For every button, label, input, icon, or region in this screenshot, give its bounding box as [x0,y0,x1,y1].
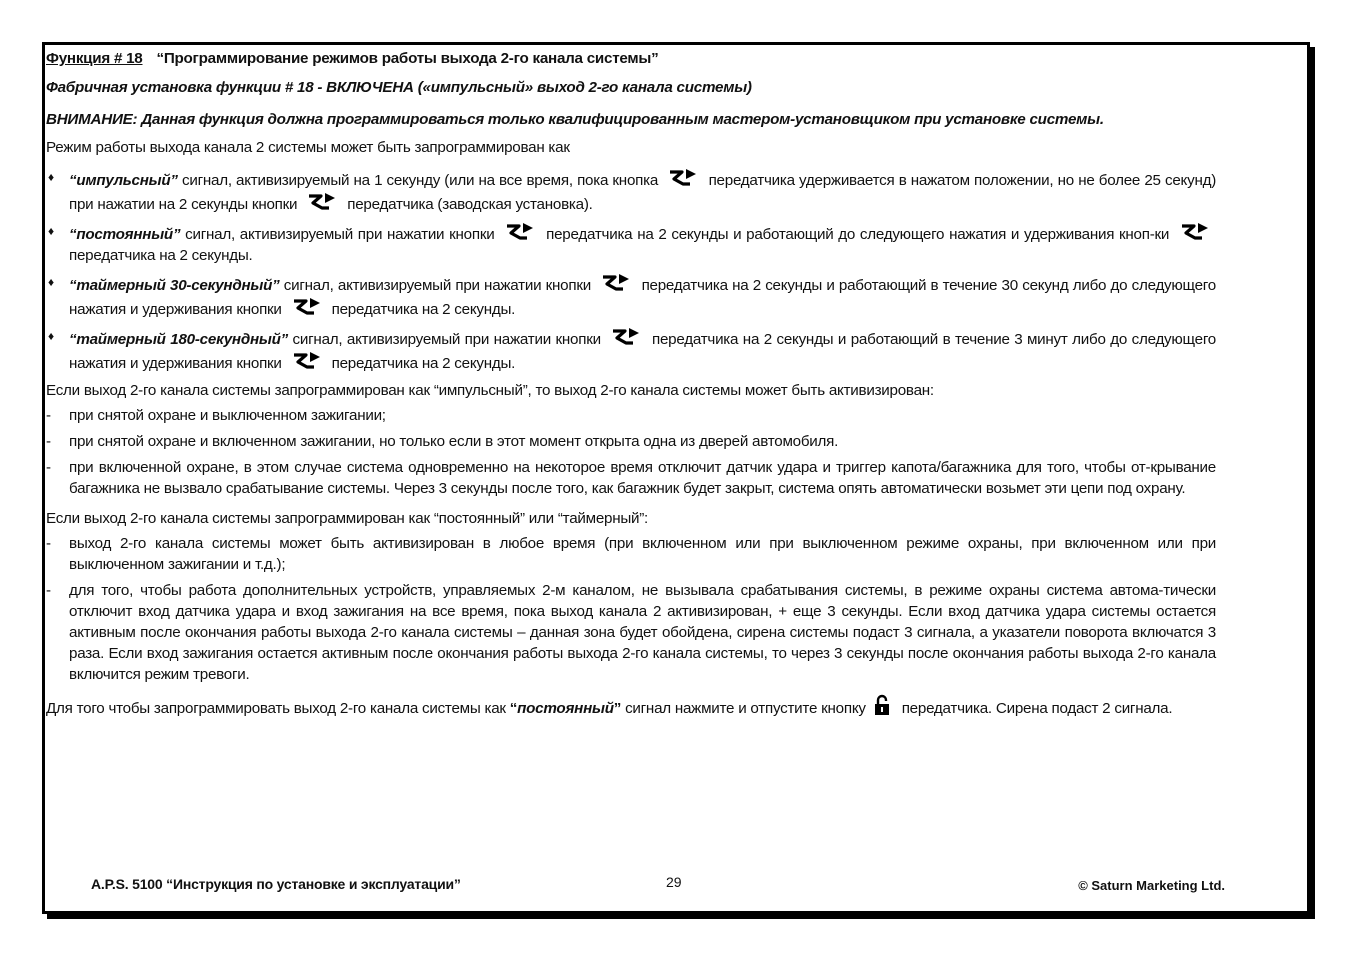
programming-instruction [46,694,1216,719]
quote-mark: “ [509,700,518,717]
mode-text: сигнал, активизируемый при нажатии кнопки [180,226,495,243]
bullet-icon: ♦ [48,170,54,184]
list-item [46,457,1216,499]
dash-mark: - [46,459,51,476]
footer-copyright: © Saturn Marketing Ltd. [1078,878,1225,893]
mode-text: передатчика на 2 секунды и работающий в течение 3 минут либо до следующего нажатия и удерживания кнопки [69,331,1216,372]
mode-item-timer-30 [46,272,1216,320]
mode-text: передатчика удерживается в нажатом положении, но не более 25 секунд) при нажатии на 2 секунды кнопки [69,172,1216,213]
warning-note: ВНИМАНИЕ: Данная функция должна программироваться только квалифицированным мастером-установщиком при установке системы. [46,111,1104,128]
mode-text: передатчика на 2 секунды. [331,355,516,372]
list-item [46,533,1216,575]
instruction-text: передатчика. Сирена подаст 2 сигнала. [901,700,1173,717]
mode-list [46,167,1216,374]
mode-item-constant [46,221,1216,266]
function-number: Функция # 18 [46,50,143,67]
dash-mark: - [46,407,51,424]
instruction-mode-name: постоянный [517,700,614,717]
mode-text: сигнал, активизируемый при нажатии кнопки [279,277,591,294]
bullet-icon: ♦ [48,275,54,289]
list-item [46,431,1216,452]
remote-channel-2-icon [292,350,322,372]
bullet-icon: ♦ [48,224,54,238]
page-number: 29 [666,874,682,890]
mode-text: передатчика (заводская установка). [347,196,593,213]
list-item-text: для того, чтобы работа дополнительных устройств, управляемых 2-м каналом, не вызывала срабатывания системы, в режиме охраны система автома-тически отключит вход датчика удара и вход зажигания на все время, пока выход канала 2 активизирован, + еще 3 секунды. Если вход датчика удара системы остается активным после окончания работы выхода 2-го канала системы – данная зона будет обойдена, сирена системы подаст 3 сигнала, а указатели поворота включатся 3 раза. Если вход зажигания остается активным после окончания работы выхода 2-го канала системы, то через 3 секунды после окончания работы выхода 2-го канала включится режим тревоги. [69,582,1216,683]
mode-text: сигнал, активизируемый при нажатии кнопки [287,331,601,348]
list-item-text: при снятой охране и выключенном зажигании; [69,407,386,424]
instruction-text: сигнал нажмите и отпустите кнопку [621,700,866,717]
remote-channel-2-icon [505,221,535,243]
remote-channel-2-icon [307,191,337,213]
remote-channel-2-icon [668,167,698,189]
dash-mark: - [46,433,51,450]
mode-name: “постоянный” [69,226,181,243]
mode-text: передатчика на 2 секунды и работающий в течение 30 секунд либо до следующего нажатия и удерживания кнопки [69,277,1216,318]
intro-text: Режим работы выхода канала 2 системы может быть запрограммирован как [46,139,570,156]
constant-conditions-list [46,533,1216,685]
impulse-lead: Если выход 2-го канала системы запрограммирован как “импульсный”, то выход 2-го канала системы может быть активизирован: [46,382,934,399]
remote-channel-2-icon [611,326,641,348]
footer-document-title: A.P.S. 5100 “Инструкция по установке и эксплуатации” [91,876,461,892]
mode-text: сигнал, активизируемый на 1 секунду (или на все время, пока кнопка [177,172,659,189]
unlock-icon [874,694,890,716]
list-item-text: при включенной охране, в этом случае система одновременно на некоторое время отключит датчик удара и триггер капота/багажника для того, чтобы от-крывание багажника не вызвало срабатывание системы. Через 3 секунды после того, как багажник будет закрыт, система опять автоматически возьмет эти цепи под охрану. [69,459,1216,497]
mode-item-impulse [46,167,1216,215]
function-heading [46,48,1216,69]
bullet-icon: ♦ [48,329,54,343]
list-item [46,580,1216,685]
remote-channel-2-icon [292,296,322,318]
dash-mark: - [46,535,51,552]
instruction-text: Для того чтобы запрограммировать выход 2-го канала системы как [46,700,510,717]
mode-text: передатчика на 2 секунды и работающий до следующего нажатия и удерживания кноп-ки [546,226,1170,243]
dash-mark: - [46,582,51,599]
document-body [46,48,1216,719]
mode-name: “таймерный 180-секундный” [69,331,288,348]
remote-channel-2-icon [601,272,631,294]
function-title: “Программирование режимов работы выхода 2-го канала системы” [156,50,659,67]
constant-lead: Если выход 2-го канала системы запрограммирован как “постоянный” или “таймерный”: [46,510,649,527]
mode-name: “импульсный” [69,172,178,189]
mode-text: передатчика на 2 секунды. [69,247,253,264]
list-item-text: при снятой охране и включенном зажигании, но только если в этот момент открыта одна из дверей автомобиля. [69,433,839,450]
list-item [46,405,1216,426]
list-item-text: выход 2-го канала системы может быть активизирован в любое время (при включенном или при выключенном режиме охраны, при включенном или при выключенном зажигании и т.д.); [69,535,1216,573]
mode-item-timer-180 [46,326,1216,374]
quote-mark: ” [613,700,622,717]
mode-text: передатчика на 2 секунды. [331,301,516,318]
impulse-conditions-list [46,405,1216,499]
mode-name: “таймерный 30-секундный” [69,277,280,294]
remote-channel-2-icon [1180,221,1210,243]
factory-setting: Фабричная установка функции # 18 - ВКЛЮЧЕНА («импульсный» выход 2-го канала системы) [46,79,752,96]
